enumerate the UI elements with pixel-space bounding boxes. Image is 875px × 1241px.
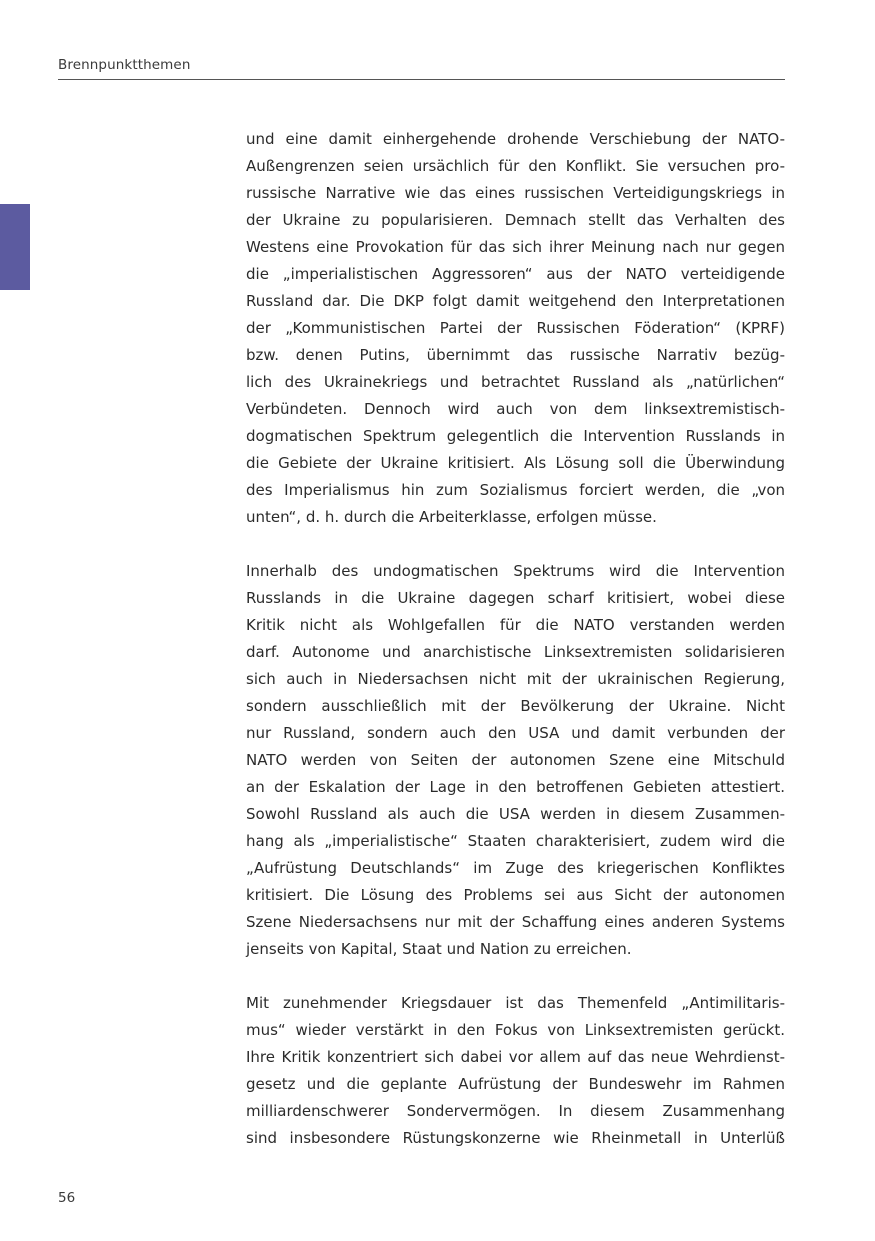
text-line: Außengrenzen seien ursächlich für den Konflikt. Sie versuchen pro- xyxy=(246,157,785,175)
body-text xyxy=(246,126,785,1179)
text-line: kritisiert. Die Lösung des Problems sei aus Sicht der autonomen xyxy=(246,886,785,904)
text-line: „Aufrüstung Deutschlands“ im Zuge des kriegerischen Konfliktes xyxy=(246,859,785,877)
text-line: darf. Autonome und anarchistische Linksextremisten solidarisieren xyxy=(246,643,785,661)
text-line: Westens eine Provokation für das sich ihrer Meinung nach nur gegen xyxy=(246,238,785,256)
text-line: sich auch in Niedersachsen nicht mit der ukrainischen Regierung, xyxy=(246,670,785,688)
paragraph xyxy=(246,126,785,531)
paragraph xyxy=(246,990,785,1152)
text-line: hang als „imperialistische“ Staaten charakterisiert, zudem wird die xyxy=(246,832,785,850)
text-line: Russland dar. Die DKP folgt damit weitgehend den Interpretationen xyxy=(246,292,785,310)
text-line: der „Kommunistischen Partei der Russischen Föderation“ (KPRF) xyxy=(246,319,785,337)
text-line: jenseits von Kapital, Staat und Nation zu erreichen. xyxy=(246,940,632,958)
text-line: gesetz und die geplante Aufrüstung der Bundeswehr im Rahmen xyxy=(246,1075,785,1093)
text-line: mus“ wieder verstärkt in den Fokus von Linksextremisten gerückt. xyxy=(246,1021,785,1039)
text-line: sondern ausschließlich mit der Bevölkerung der Ukraine. Nicht xyxy=(246,697,785,715)
text-line: Verbündeten. Dennoch wird auch von dem linksextremistisch- xyxy=(246,400,785,418)
text-line: und eine damit einhergehende drohende Verschiebung der NATO- xyxy=(246,130,785,148)
chapter-tab-marker xyxy=(0,204,30,290)
text-line: sind insbesondere Rüstungskonzerne wie Rheinmetall in Unterlüß xyxy=(246,1129,785,1147)
text-line: dogmatischen Spektrum gelegentlich die Intervention Russlands in xyxy=(246,427,785,445)
text-line: Szene Niedersachsens nur mit der Schaffung eines anderen Systems xyxy=(246,913,785,931)
text-line: der Ukraine zu popularisieren. Demnach stellt das Verhalten des xyxy=(246,211,785,229)
text-line: milliardenschwerer Sondervermögen. In diesem Zusammenhang xyxy=(246,1102,785,1120)
text-line: die Gebiete der Ukraine kritisiert. Als Lösung soll die Überwindung xyxy=(246,454,785,472)
text-line: des Imperialismus hin zum Sozialismus forciert werden, die „von xyxy=(246,481,785,499)
text-line: Ihre Kritik konzentriert sich dabei vor allem auf das neue Wehrdienst- xyxy=(246,1048,785,1066)
text-line: Russlands in die Ukraine dagegen scharf kritisiert, wobei diese xyxy=(246,589,785,607)
paragraph xyxy=(246,558,785,963)
text-line: Kritik nicht als Wohlgefallen für die NATO verstanden werden xyxy=(246,616,785,634)
header-rule xyxy=(58,79,785,80)
text-line: unten“, d. h. durch die Arbeiterklasse, erfolgen müsse. xyxy=(246,508,657,526)
text-line: an der Eskalation der Lage in den betroffenen Gebieten attestiert. xyxy=(246,778,785,796)
text-line: Innerhalb des undogmatischen Spektrums wird die Intervention xyxy=(246,562,785,580)
text-line: nur Russland, sondern auch den USA und damit verbunden der xyxy=(246,724,785,742)
page-number: 56 xyxy=(58,1190,76,1206)
text-line: russische Narrative wie das eines russischen Verteidigungskriegs in xyxy=(246,184,785,202)
text-line: NATO werden von Seiten der autonomen Szene eine Mitschuld xyxy=(246,751,785,769)
text-line: die „imperialistischen Aggressoren“ aus der NATO verteidigende xyxy=(246,265,785,283)
text-line: bzw. denen Putins, übernimmt das russische Narrativ bezüg- xyxy=(246,346,785,364)
text-line: Mit zunehmender Kriegsdauer ist das Themenfeld „Antimilitaris- xyxy=(246,994,785,1012)
text-line: lich des Ukrainekriegs und betrachtet Russland als „natürlichen“ xyxy=(246,373,785,391)
text-line: Sowohl Russland als auch die USA werden in diesem Zusammen- xyxy=(246,805,785,823)
running-header: Brennpunktthemen xyxy=(58,57,191,73)
